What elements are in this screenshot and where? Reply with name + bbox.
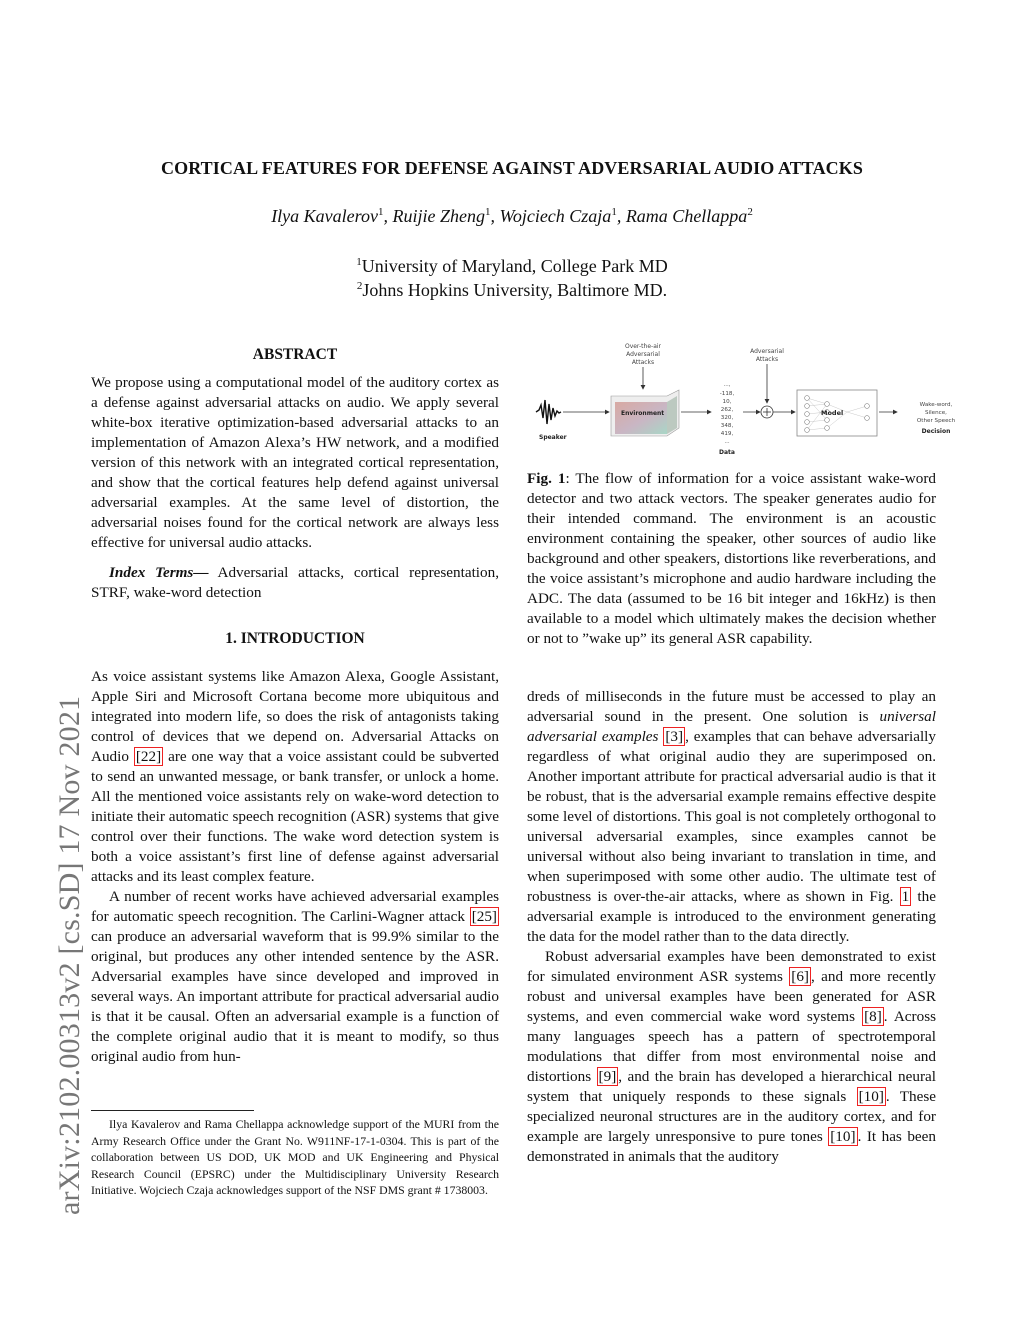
text-run: are one way that a voice assistant could be subverted to send an unwanted message, or bank transfer, or unlock a home. All the mentioned voice assistants rely on wake-word detection to initiate their automatic speech recognition (ASR) systems that give control over their functions. The wake word detection system is both a voice assistant’s first line of defense against adversarial attacks and its least complex feature.: [91, 748, 499, 885]
output-silence: Silence,: [925, 410, 947, 416]
section-heading-introduction: 1. INTRODUCTION: [225, 630, 365, 647]
label-overair-2: Adversarial: [626, 351, 660, 358]
index-terms-text: Adversarial attacks, cortical representation, STRF, wake-word detection: [91, 564, 500, 601]
text-run: . Across many languages speech has a pattern of spectrotemporal modulations that differ from most environmental noise and distortions: [527, 1008, 937, 1085]
data-value: 348,: [720, 423, 734, 429]
author-name: Ruijie Zheng: [392, 206, 485, 226]
text-run: , and the brain has developed a hierarchical neural system that uniquely responds to these signals: [527, 1068, 936, 1105]
label-overair-3: Attacks: [631, 359, 655, 366]
environment-box: [615, 402, 667, 434]
affiliation: [0, 256, 1024, 277]
figure-caption: [527, 469, 936, 649]
index-terms-label: Index Terms—: [109, 564, 209, 581]
intro-paragraph: [91, 667, 499, 887]
affiliation-number: 2: [356, 280, 363, 292]
label-speaker: Speaker: [539, 434, 567, 441]
author-separator: ,: [616, 206, 626, 226]
citation-link[interactable]: [8]: [864, 1008, 882, 1025]
label-data: Data: [719, 449, 735, 456]
abstract-text: We propose using a computational model of the auditory cortex as a defense against adversarial attacks on audio. We apply several white-box iterative optimization-based adversarial attacks to an implementation of Amazon Alexa’s HW network, and a modified version of this network with an integrated cortical representation, and show that the cortical features help defend against universal adversarial examples. At the same level of distortion, the adversarial noises found for the cortical network are always less effective for universal audio attacks.: [91, 374, 499, 551]
waveform-icon: [536, 400, 561, 424]
label-overair-1: Over-the-air: [624, 343, 662, 350]
affiliation-number: 1: [356, 256, 362, 268]
footnote-rule: [91, 1110, 254, 1111]
affiliation: [0, 280, 1024, 301]
label-decision: Decision: [921, 428, 951, 435]
figure-caption-label: Fig. 1: [527, 470, 566, 487]
author-name: Rama Chellappa: [625, 206, 748, 226]
data-value: -118,: [719, 391, 735, 397]
text-run: , and more recently robust and universal examples have been generated for ASR systems, and even commercial wake word systems: [527, 968, 937, 1025]
environment-box-side: [667, 396, 677, 434]
abstract-heading: ABSTRACT: [252, 346, 338, 363]
text-run: , examples that can behave adversarially regardless of what original audio they are superimposed on. Another important attribute for practical adversarial audio is that it be robust, that is the adversarial example remains effective despite some level of distortions. This goal is not completely orthogonal to universal adversarial examples, since examples cannot be universal without also being invariant to translation in time, and when superimposed with some other audio. The ultimate test of robustness is over-the-air attacks, where as shown in Fig.: [527, 728, 936, 905]
citation-link[interactable]: [10]: [858, 1088, 884, 1105]
data-values: [720, 382, 735, 445]
author-name: Wojciech Czaja: [499, 206, 612, 226]
footnote: Ilya Kavalerov and Rama Chellappa acknowledge support of the MURI from the Army Research Office under the Grant No. W911NF-17-1-0304. This is part of the collaboration between US DOD, UK MOD and UK Engineering and Physical Research Council (EPSRC) under the Multidisciplinary University Research Initiative. Wojciech Czaja acknowledges support of the NSF DMS grant # 1738003.: [91, 1117, 499, 1197]
output-other-speech: Other Speech: [916, 418, 956, 424]
label-environment: Environment: [621, 410, 665, 417]
paper-title: CORTICAL FEATURES FOR DEFENSE AGAINST ADVERSARIAL AUDIO ATTACKS: [161, 158, 863, 178]
figure-reference-link[interactable]: 1: [901, 888, 910, 905]
text-run: Robust adversarial examples have been demonstrated to exist for simulated environment ASR systems: [527, 948, 936, 985]
right-column: [527, 469, 936, 1167]
author-affiliation-mark: 1: [484, 206, 491, 218]
citation-link[interactable]: [3]: [665, 728, 684, 745]
arxiv-identifier: arXiv:2102.00313v2 [cs.SD] 17 Nov 2021: [53, 695, 86, 1215]
label-adv-2: Attacks: [755, 356, 779, 363]
text-run: . It has been demonstrated in animals that the auditory: [527, 1128, 936, 1165]
affiliation-text: Johns Hopkins University, Baltimore MD.: [362, 280, 668, 300]
author-affiliation-mark: 1: [377, 206, 384, 218]
body-paragraph: [527, 687, 936, 947]
intro-paragraph: [91, 887, 499, 1067]
data-value: ...: [724, 439, 730, 445]
data-value: 419,: [720, 431, 734, 437]
citation-link[interactable]: [22]: [135, 748, 162, 765]
left-column: [91, 345, 499, 1067]
author-name: Ilya Kavalerov: [271, 206, 378, 226]
index-terms: [91, 563, 499, 603]
text-run: As voice assistant systems like Amazon Alexa, Google Assistant, Apple Siri and Microsoft Cortana become more ubiquitous and integrated into modern life, so does the risk of antagonists taking control of devices that we depend on. Adversarial Attacks on Audio: [91, 668, 499, 765]
author-affiliation-mark: 1: [611, 206, 617, 218]
text-run: . These specialized neuronal structures are in the auditory cortex, and for example are largely unresponsive to pure tones: [527, 1088, 936, 1145]
output-wake-word: Wake-word,: [919, 402, 953, 408]
affiliation-text: University of Maryland, College Park MD: [361, 256, 668, 276]
figure-caption-text: : The flow of information for a voice assistant wake-word detector and two attack vectors. The speaker generates audio for their intended command. The environment is an acoustic environment containing the speaker, other sources of audio like background and other speakers, distortions like reverberations, and the voice assistant’s microphone and audio hardware including the ADC. The data (assumed to be 16 bit integer and 16kHz) is then available to a model which ultimately makes the decision whether or not to ”wake up” its general ASR capability.: [527, 470, 936, 647]
data-value: 262,: [720, 407, 734, 413]
citation-link[interactable]: [6]: [791, 968, 809, 985]
body-paragraph: [527, 947, 936, 1167]
figure-1-diagram: [531, 340, 971, 460]
data-value: 320,: [720, 415, 734, 421]
author-separator: ,: [383, 206, 393, 226]
text-run: the adversarial example is introduced to the environment generating the data for the model rather than to the data directly.: [527, 888, 936, 945]
label-model: Model: [821, 409, 844, 417]
author-list: [0, 206, 1024, 227]
text-run: can produce an adversarial waveform that is 99.9% similar to the original, but produces any other intended sentence by the ASR. Adversarial examples have since developed and improved in several ways. An important attribute for practical adversarial audio is that it be causal. Often an adversarial example is a function of the complete original audio that it is meant to modify, so thus original audio from hun-: [91, 928, 499, 1065]
citation-link[interactable]: [9]: [598, 1068, 617, 1085]
citation-link[interactable]: [10]: [830, 1128, 856, 1145]
text-run: A number of recent works have achieved adversarial examples for automatic speech recognition. The Carlini-Wagner attack: [91, 888, 499, 925]
citation-link[interactable]: [25]: [471, 908, 497, 925]
data-value: 10,: [722, 399, 732, 405]
emphasis-text: universal adversarial examples: [527, 708, 936, 745]
data-value: ...,: [723, 382, 731, 388]
author-separator: ,: [490, 206, 500, 226]
author-affiliation-mark: 2: [747, 206, 753, 218]
label-adv-1: Adversarial: [750, 348, 784, 355]
text-run: dreds of milliseconds in the future must be accessed to play an adversarial sound in the present. One solution is: [527, 688, 936, 725]
